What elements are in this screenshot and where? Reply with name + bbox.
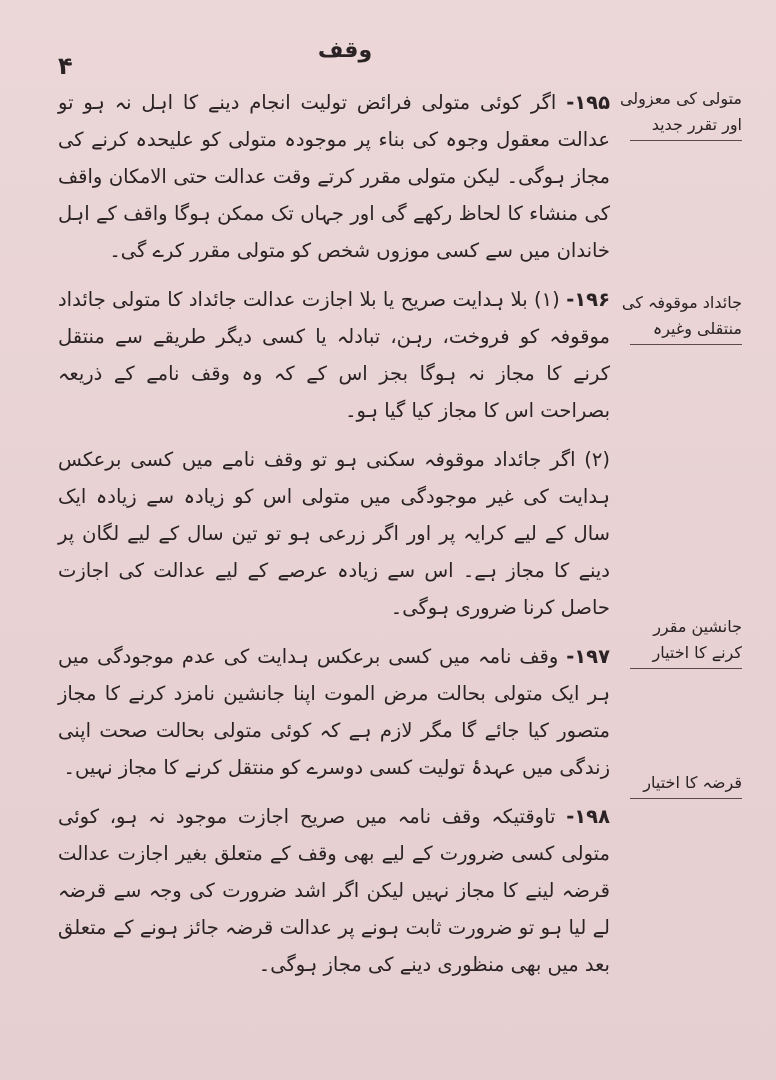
running-head: وقف (317, 38, 373, 63)
section-196-2 (58, 441, 610, 626)
section-text: (۱) بلا ہدایت صریح یا بلا اجازت عدالت جائداد کا متولی جائداد موقوفہ کو فروخت، رہن، تبادلہ یا کسی دیگر طریقے سے منتقل کرنے کا مجاز نہ ہوگا بجز اس کے کہ وہ وقف نامے کے ذریعہ بصراحت اس کا مجاز کیا گیا ہو۔ (58, 288, 610, 422)
section-number: ۱۹۵- (566, 91, 610, 114)
margin-note-line: قرضہ کا اختیار (643, 773, 742, 792)
margin-note-successor (630, 614, 742, 669)
section-text: اگر کوئی متولی فرائض تولیت انجام دینے کا اہل نہ ہو تو عدالت معقول وجوہ کی بناء پر موجودہ متولی کو علیحدہ کرنے کی مجاز ہوگی۔ لیکن متولی مقرر کرتے وقت عدالت حتی الامکان واقف کی منشاء کا لحاظ رکھے گی اور جہاں تک ممکن ہوگا واقف کے اہل خاندان میں سے کسی موزوں شخص کو متولی مقرر کرے گی۔ (58, 91, 610, 262)
margin-note-transfer (621, 290, 742, 345)
main-text (58, 84, 610, 983)
section-number: ۱۹۷- (566, 645, 610, 668)
section-text: (۲) اگر جائداد موقوفہ سکنی ہو تو وقف نامے میں کسی برعکس ہدایت کی غیر موجودگی میں متولی اس کو زیادہ سے زیادہ ایک سال کے لیے کرایہ پر اور اگر زرعی ہو تو تین سال کے لیے لگان پر دینے کا مجاز ہے۔ اس سے زیادہ عرصے کے لیے عدالت کی اجازت حاصل کرنا ضروری ہوگی۔ (58, 448, 610, 619)
margin-note-line: جائداد موقوفہ کی (621, 293, 742, 312)
margin-note-line: کرنے کا اختیار (652, 643, 742, 662)
margin-note-loan (630, 770, 742, 799)
section-197 (58, 638, 610, 786)
margin-note-line: اور تقرر جدید (651, 115, 742, 134)
section-number: ۱۹۸- (566, 805, 610, 828)
section-198 (58, 798, 610, 983)
section-196-1 (58, 281, 610, 429)
margin-note-line: جانشین مقرر (653, 617, 742, 636)
page-number: ۴ (58, 52, 73, 80)
margin-note-removal (619, 86, 742, 141)
section-text: تاوقتیکہ وقف نامہ میں صریح اجازت موجود نہ ہو، کوئی متولی کسی ضرورت کے لیے بھی وقف کے متعلق بغیر اجازت عدالت قرضہ لینے کا مجاز نہیں لیکن اگر اشد ضرورت کی وجہ سے قرضہ لے لیا ہو تو ضرورت ثابت ہونے پر عدالت قرضہ جائز ہونے کے متعلق بعد میں بھی منظوری دینے کی مجاز ہوگی۔ (58, 805, 610, 976)
margin-note-line: متولی کی معزولی (619, 89, 742, 108)
section-text: وقف نامہ میں کسی برعکس ہدایت کی عدم موجودگی میں ہر ایک متولی بحالت مرض الموت اپنا جانشین نامزد کرنے کا مجاز متصور کیا جائے گا مگر لازم ہے کہ کوئی متولی بحالت صحت اپنی زندگی میں عہدۂ تولیت کسی دوسرے کو منتقل کرنے کا مجاز نہیں۔ (58, 645, 610, 779)
section-number: ۱۹۶- (566, 288, 610, 311)
margin-note-line: منتقلی وغیرہ (652, 319, 742, 338)
section-195 (58, 84, 610, 269)
